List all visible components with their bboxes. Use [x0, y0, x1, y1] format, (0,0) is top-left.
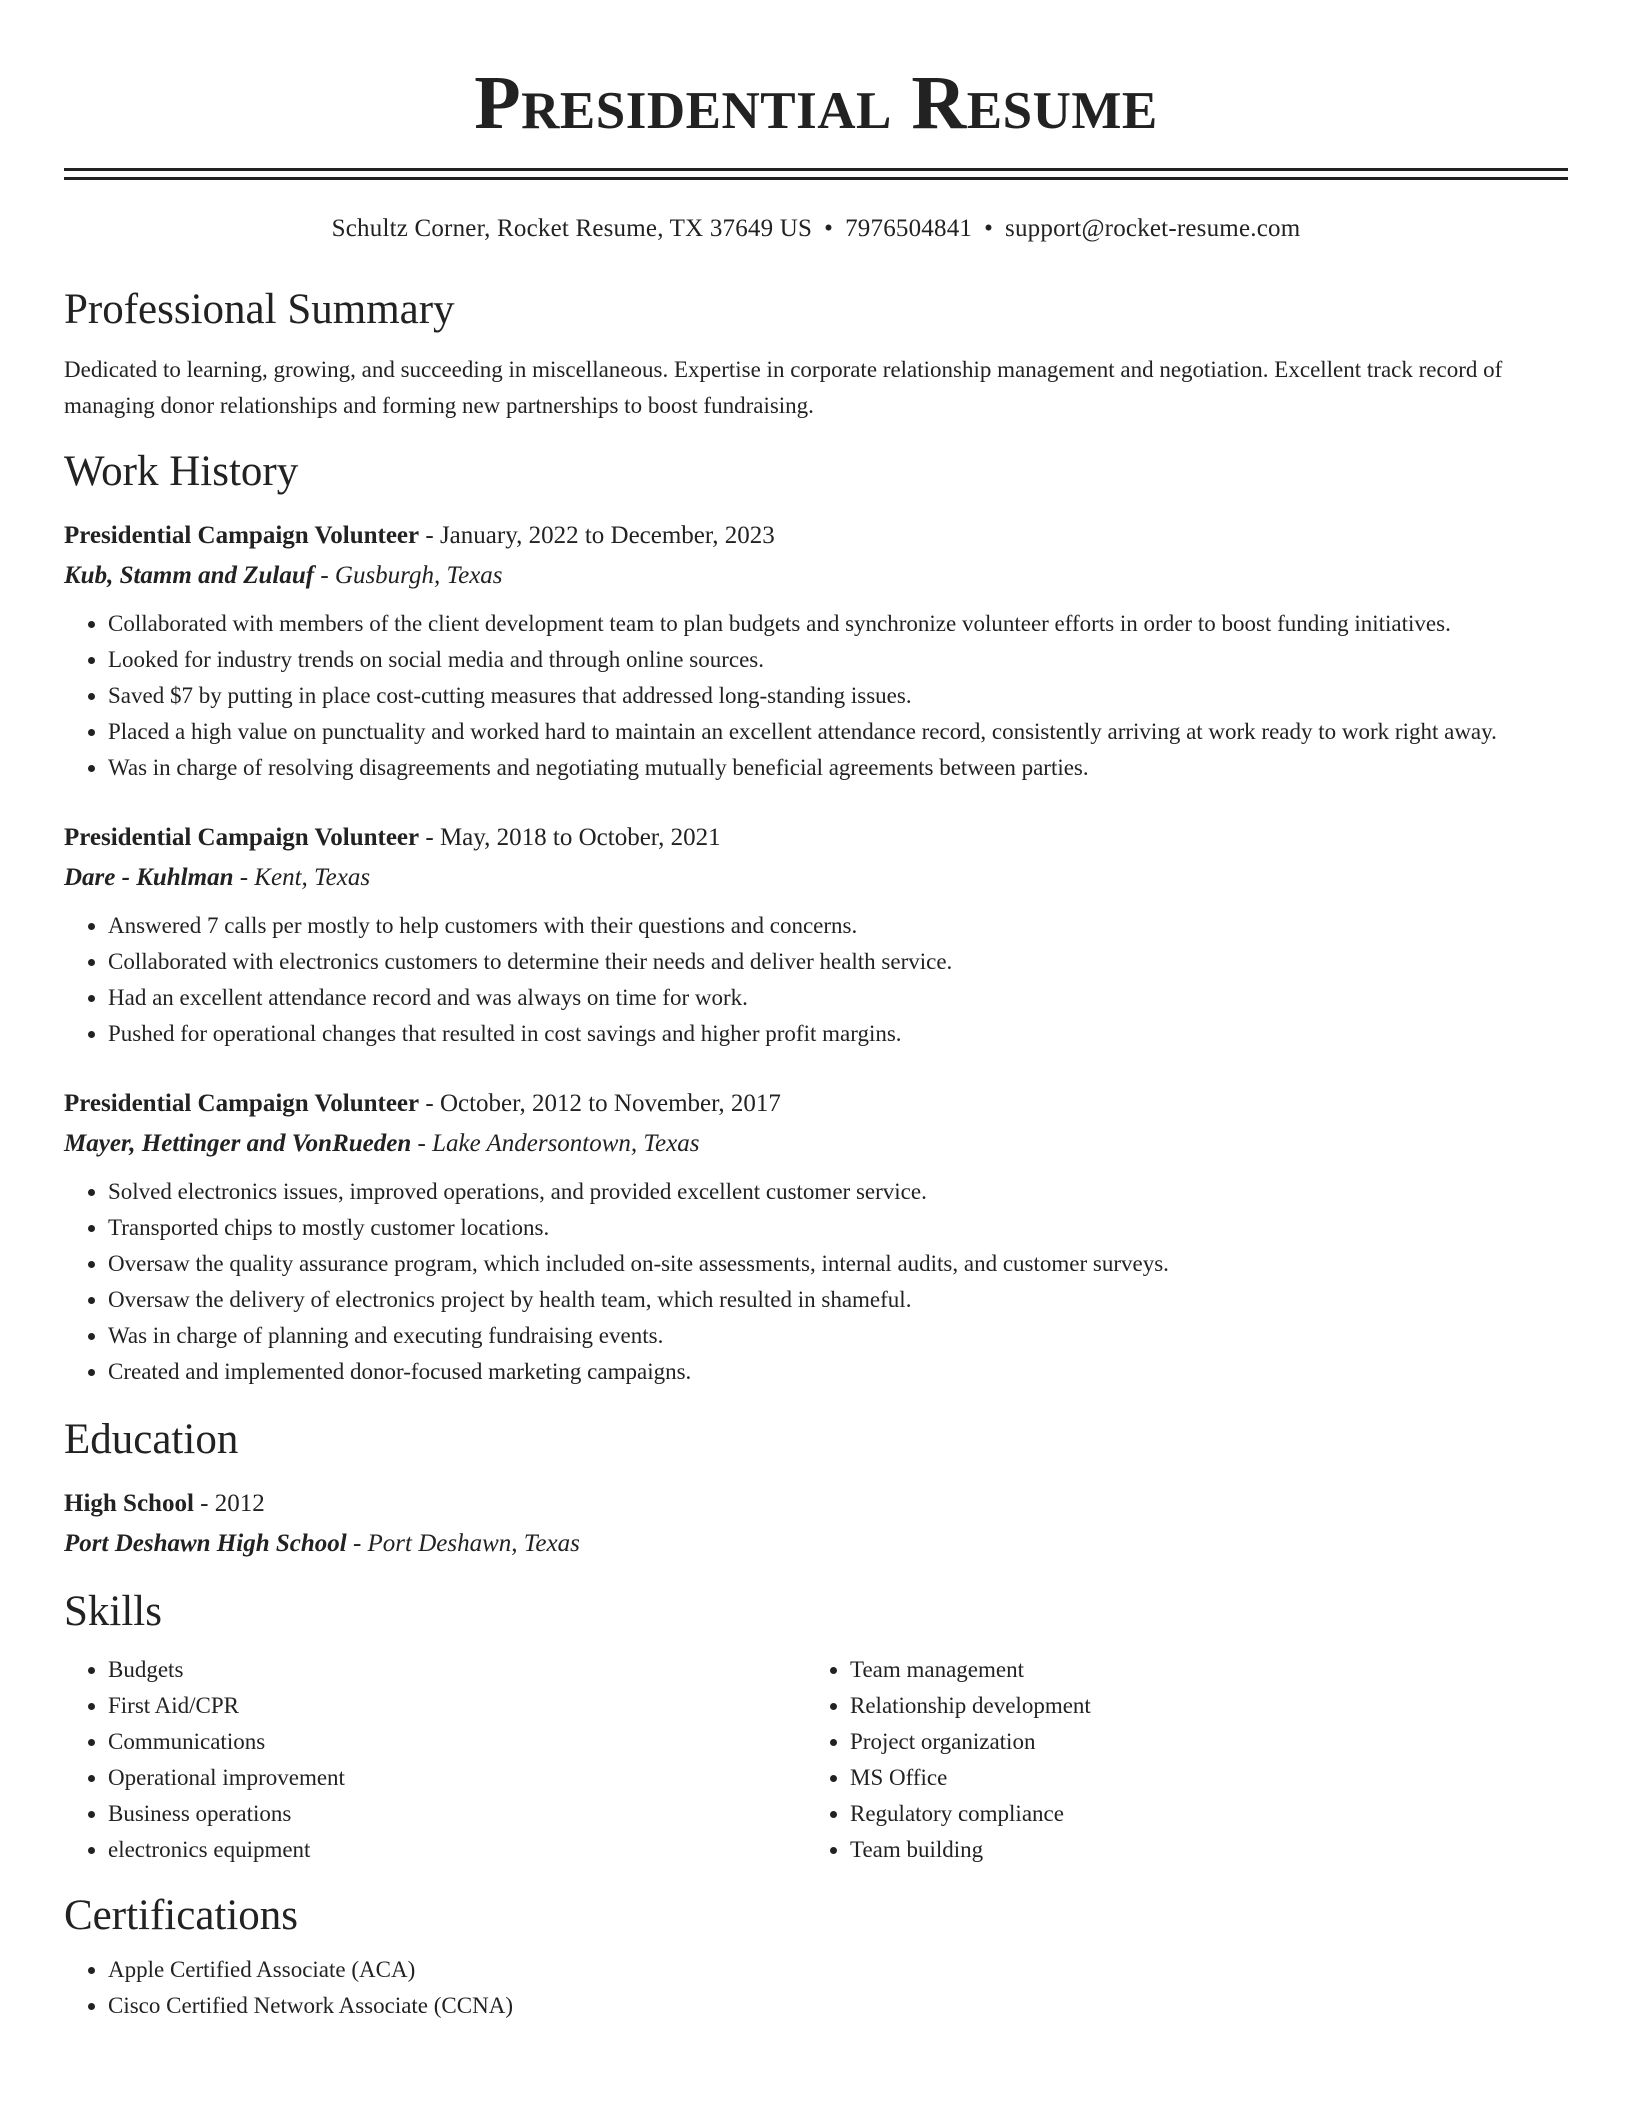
job-entry — [64, 818, 1568, 1052]
job-bullet: • Oversaw the quality assurance program, which included on-site assessments, internal audits, and customer surveys. — [108, 1246, 1568, 1282]
job-title: Presidential Campaign Volunteer — [64, 522, 420, 549]
job-bullet: • Was in charge of resolving disagreements and negotiating mutually beneficial agreements between parties. — [108, 750, 1568, 786]
company-location: - Lake Andersontown, Texas — [411, 1130, 700, 1157]
job-bullet: • Answered 7 calls per mostly to help customers with their questions and concerns. — [108, 908, 1568, 944]
contact-phone: 7976504841 — [845, 215, 973, 242]
job-bullet: • Looked for industry trends on social media and through online sources. — [108, 642, 1568, 678]
title-rule-top — [64, 168, 1568, 171]
skill-item: • Communications — [108, 1724, 806, 1760]
skill-item: • First Aid/CPR — [108, 1688, 806, 1724]
contact-email: support@rocket-resume.com — [1005, 215, 1301, 242]
company-location: - Kent, Texas — [233, 864, 371, 891]
title-rule-bottom — [64, 177, 1568, 180]
job-bullets — [64, 606, 1568, 786]
skill-item: • Project organization — [850, 1724, 1548, 1760]
work-history-heading: Work History — [64, 448, 299, 495]
skill-item: • Budgets — [108, 1652, 806, 1688]
job-title: Presidential Campaign Volunteer — [64, 824, 420, 851]
company-line — [64, 556, 1568, 596]
certifications-heading: Certifications — [64, 1892, 299, 1939]
job-dates: - October, 2012 to November, 2017 — [419, 1090, 781, 1117]
job-bullet: • Had an excellent attendance record and was always on time for work. — [108, 980, 1568, 1016]
job-bullet: • Oversaw the delivery of electronics project by health team, which resulted in shameful. — [108, 1282, 1568, 1318]
company-name: Kub, Stamm and Zulauf — [64, 562, 315, 589]
job-entry — [64, 1084, 1568, 1390]
job-title-line — [64, 1084, 1568, 1124]
summary-heading: Professional Summary — [64, 286, 455, 333]
skill-item: • MS Office — [850, 1760, 1548, 1796]
skill-item: • Team building — [850, 1832, 1548, 1868]
job-bullet: • Collaborated with members of the client development team to plan budgets and synchronize volunteer efforts in order to boost funding initiatives. — [108, 606, 1568, 642]
job-bullet: • Saved $7 by putting in place cost-cutting measures that addressed long-standing issues. — [108, 678, 1568, 714]
skills-heading: Skills — [64, 1588, 162, 1635]
job-entry — [64, 516, 1568, 786]
job-bullet: • Created and implemented donor-focused marketing campaigns. — [108, 1354, 1568, 1390]
skills-column-right — [806, 1652, 1548, 1868]
degree-name: High School — [64, 1490, 194, 1517]
job-bullet: • Collaborated with electronics customers to determine their needs and deliver health service. — [108, 944, 1568, 980]
job-bullets — [64, 1174, 1568, 1390]
job-title-line — [64, 516, 1568, 556]
job-bullet: • Transported chips to mostly customer locations. — [108, 1210, 1568, 1246]
school-line — [64, 1524, 1568, 1564]
job-title: Presidential Campaign Volunteer — [64, 1090, 420, 1117]
contact-separator: • — [824, 215, 834, 242]
degree-line — [64, 1484, 1568, 1524]
contact-line — [64, 212, 1568, 246]
job-title-line — [64, 818, 1568, 858]
company-name: Dare - Kuhlman — [64, 864, 234, 891]
job-dates: - January, 2022 to December, 2023 — [419, 522, 775, 549]
education-heading: Education — [64, 1416, 239, 1463]
skill-item: • Team management — [850, 1652, 1548, 1688]
skill-item: • Relationship development — [850, 1688, 1548, 1724]
company-location: - Gusburgh, Texas — [314, 562, 503, 589]
school-name: Port Deshawn High School — [64, 1530, 347, 1557]
skill-item: • Operational improvement — [108, 1760, 806, 1796]
skills-column-left — [64, 1652, 806, 1868]
company-line — [64, 858, 1568, 898]
skills-grid — [64, 1652, 1568, 1868]
certification-item: • Cisco Certified Network Associate (CCNA) — [108, 1988, 1568, 2024]
contact-separator: • — [984, 215, 994, 242]
job-dates: - May, 2018 to October, 2021 — [419, 824, 721, 851]
certification-item: • Apple Certified Associate (ACA) — [108, 1952, 1568, 1988]
job-bullet: • Pushed for operational changes that resulted in cost savings and higher profit margins. — [108, 1016, 1568, 1052]
company-line — [64, 1124, 1568, 1164]
contact-address: Schultz Corner, Rocket Resume, TX 37649 US — [331, 215, 813, 242]
resume-title: Presidential Resume — [474, 61, 1158, 145]
company-name: Mayer, Hettinger and VonRueden — [64, 1130, 412, 1157]
job-bullets — [64, 908, 1568, 1052]
summary-text: Dedicated to learning, growing, and succeeding in miscellaneous. Expertise in corporate relationship management and negotiation. Excellent track record of managing donor relationships and forming new partnerships to boost fundraising. — [64, 357, 1503, 418]
job-bullet: • Solved electronics issues, improved operations, and provided excellent customer service. — [108, 1174, 1568, 1210]
skill-item: • Business operations — [108, 1796, 806, 1832]
skill-item: • Regulatory compliance — [850, 1796, 1548, 1832]
education-entry — [64, 1484, 1568, 1564]
job-bullet: • Placed a high value on punctuality and worked hard to maintain an excellent attendance record, consistently arriving at work ready to work right away. — [108, 714, 1568, 750]
degree-year: - 2012 — [193, 1490, 265, 1517]
skill-item: • electronics equipment — [108, 1832, 806, 1868]
job-bullet: • Was in charge of planning and executing fundraising events. — [108, 1318, 1568, 1354]
school-location: - Port Deshawn, Texas — [346, 1530, 580, 1557]
certifications-list — [64, 1952, 1568, 2024]
